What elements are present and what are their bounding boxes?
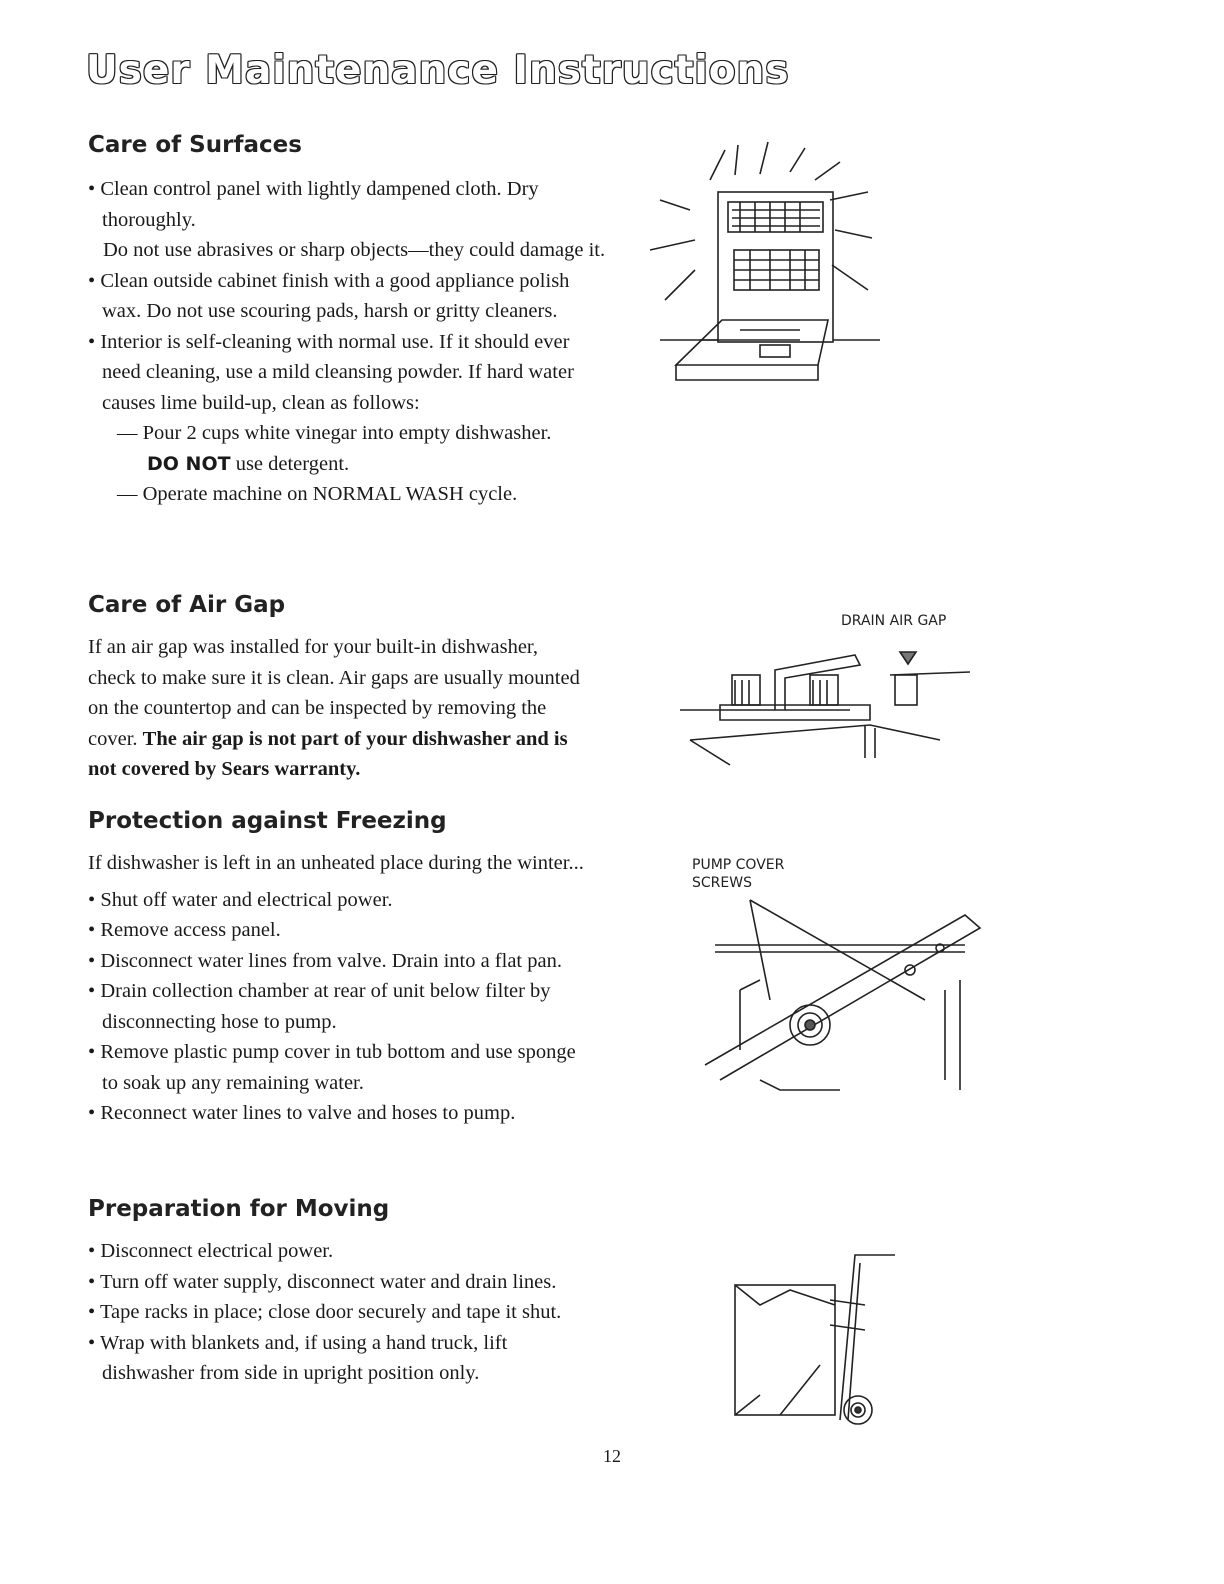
surfaces-bullet-3: • Interior is self-cleaning with normal use. If it should ever need cleaning, use a mild cleansing powder. If hard water causes lime build-up, clean as follows: xyxy=(88,327,608,419)
dash-1-rest: use detergent. xyxy=(230,452,350,475)
heading-care-of-surfaces: Care of Surfaces xyxy=(88,132,302,158)
faucet-air-gap-illustration xyxy=(670,630,980,780)
moving-bullet-4: • Wrap with blankets and, if using a hand truck, lift dishwasher from side in upright position only. xyxy=(88,1328,568,1389)
moving-bullet-1: • Disconnect electrical power. xyxy=(88,1236,568,1267)
freezing-intro: If dishwasher is left in an unheated place during the winter... xyxy=(88,852,584,874)
freezing-section xyxy=(88,848,588,1129)
pump-cover-illustration xyxy=(700,890,1000,1100)
surfaces-note: Do not use abrasives or sharp objects—they could damage it. xyxy=(103,239,606,261)
freezing-bullet-4: • Drain collection chamber at rear of unit below filter by disconnecting hose to pump. xyxy=(88,976,588,1037)
airgap-text: If an air gap was installed for your built-in dishwasher, check to make sure it is clean. Air gaps are usually mounted on the countertop and can be inspected by removing the cover. xyxy=(88,636,580,750)
surfaces-bullet-1: • Clean control panel with lightly dampened cloth. Dry thoroughly. xyxy=(88,174,608,235)
airgap-warranty-note: The air gap is not part of your dishwasher and is not covered by Sears warranty. xyxy=(88,727,568,780)
surfaces-bullet-2: • Clean outside cabinet finish with a good appliance polish wax. Do not use scouring pads, harsh or gritty cleaners. xyxy=(88,266,608,327)
surfaces-dash-2: — Operate machine on NORMAL WASH cycle. xyxy=(103,479,608,510)
dishwasher-illustration xyxy=(640,140,950,410)
heading-care-of-air-gap: Care of Air Gap xyxy=(88,592,286,618)
freezing-bullet-5: • Remove plastic pump cover in tub bottom and use sponge to soak up any remaining water. xyxy=(88,1037,588,1098)
moving-bullet-3: • Tape racks in place; close door securely and tape it shut. xyxy=(88,1297,568,1328)
caption-pump-cover-screws xyxy=(692,856,784,892)
heading-protection-against-freezing: Protection against Freezing xyxy=(88,808,447,834)
hand-truck-illustration xyxy=(720,1245,920,1435)
page-number: 12 xyxy=(603,1446,621,1466)
airgap-body xyxy=(88,632,588,785)
freezing-bullet-1: • Shut off water and electrical power. xyxy=(88,885,588,916)
freezing-bullet-2: • Remove access panel. xyxy=(88,915,588,946)
heading-preparation-for-moving: Preparation for Moving xyxy=(88,1196,390,1222)
freezing-bullet-6: • Reconnect water lines to valve and hoses to pump. xyxy=(88,1098,588,1129)
surfaces-section xyxy=(88,174,608,510)
freezing-bullet-3: • Disconnect water lines from valve. Drain into a flat pan. xyxy=(88,946,588,977)
surfaces-dash-1 xyxy=(103,418,608,479)
caption-drain-air-gap: DRAIN AIR GAP xyxy=(841,613,947,629)
caption-line-1: PUMP COVER xyxy=(692,857,785,873)
airgap-section xyxy=(88,632,588,785)
moving-bullet-2: • Turn off water supply, disconnect water and drain lines. xyxy=(88,1267,568,1298)
moving-section xyxy=(88,1236,568,1389)
page-title: User Maintenance Instructions xyxy=(86,48,790,93)
dash-1-text: Pour 2 cups white vinegar into empty dishwasher. xyxy=(142,422,552,444)
do-not-emphasis: DO NOT xyxy=(147,452,231,475)
caption-line-2: SCREWS xyxy=(692,875,752,891)
